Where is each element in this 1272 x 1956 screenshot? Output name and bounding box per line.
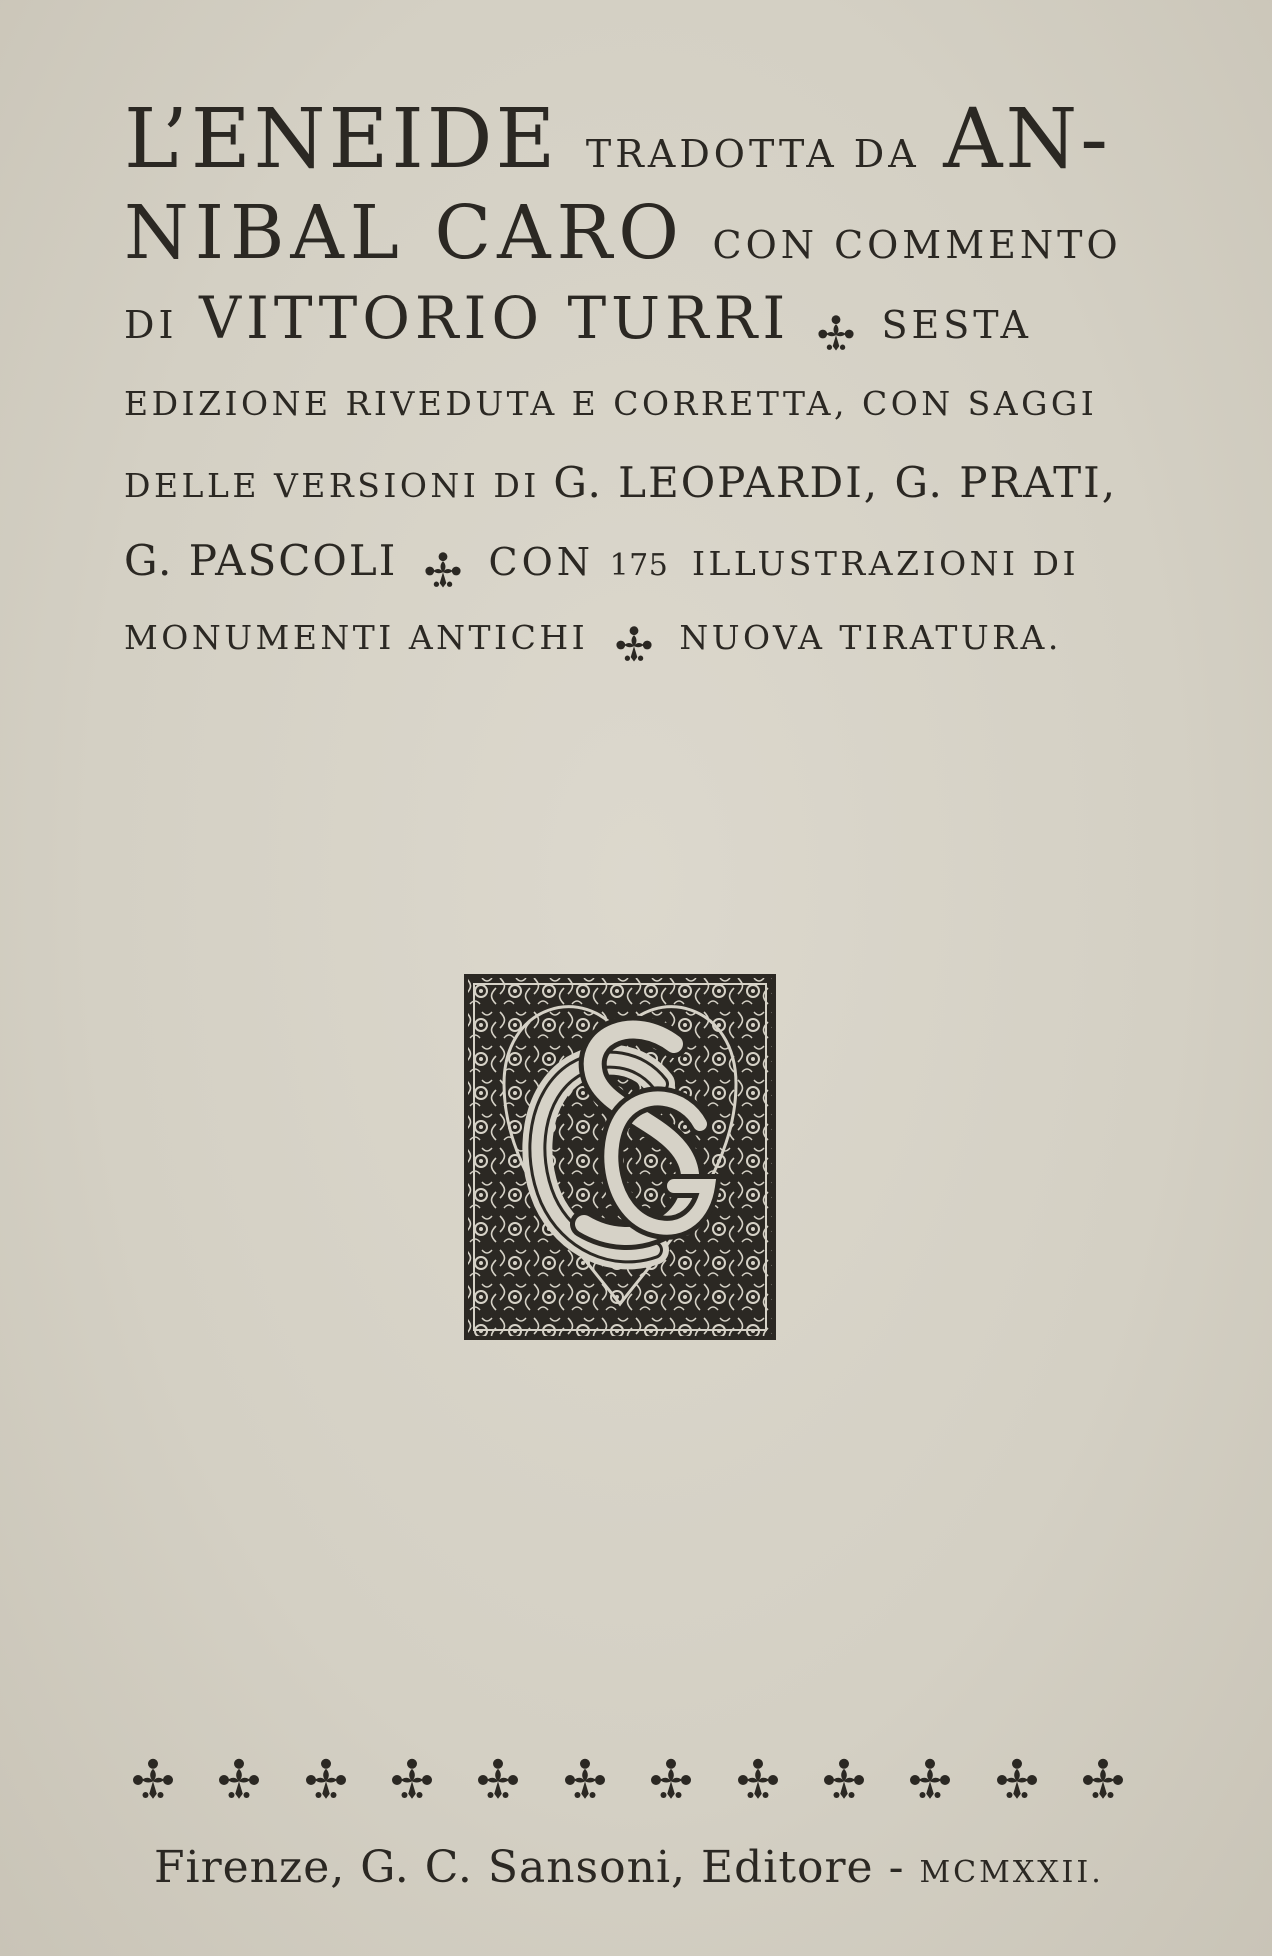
title-line-1: L’ENEIDE TRADOTTA DA AN- [124, 92, 1111, 187]
fleuron-icon [301, 1755, 351, 1805]
fleuron-icon [1078, 1755, 1128, 1805]
title-line-5: DELLE VERSIONI DI G. LEOPARDI, G. PRATI, [124, 458, 1118, 507]
title-line-4 [124, 384, 1097, 423]
fleuron-icon [421, 549, 465, 593]
fleuron-icon [819, 1755, 869, 1805]
fleuron-icon [128, 1755, 178, 1805]
title-line-6: G. PASCOLI CON 175 ILLUSTRAZIONI DI [124, 536, 1079, 593]
fleuron-icon [733, 1755, 783, 1805]
fleuron-icon [560, 1755, 610, 1805]
publication-year: MCMXXII. [919, 1855, 1104, 1890]
edition-statement: EDIZIONE RIVEDUTA E CORRETTA, CON SAGGI [124, 384, 1098, 423]
title-line-7: MONUMENTI ANTICHI NUOVA TIRATURA. [124, 618, 1062, 667]
title-line-2: NIBAL CARO CON COMMENTO [124, 190, 1122, 276]
fleuron-icon [473, 1755, 523, 1805]
fleuron-icon [646, 1755, 696, 1805]
fleuron-rule [128, 1752, 1128, 1808]
imprint-text: Firenze, G. C. Sansoni, Editore - [154, 1842, 905, 1893]
fleuron-icon [612, 623, 656, 667]
commentator-name: VITTORIO TURRI [199, 284, 791, 352]
work-title: L’ENEIDE [124, 92, 559, 187]
title-line-3: DI VITTORIO TURRI SESTA [124, 284, 1032, 356]
fleuron-icon [214, 1755, 264, 1805]
fleuron-icon [905, 1755, 955, 1805]
fleuron-icon [814, 312, 858, 356]
translator-name: NIBAL CARO [124, 190, 685, 276]
publisher-imprint [154, 1842, 1104, 1893]
fleuron-icon [992, 1755, 1042, 1805]
publisher-monogram-icon [464, 974, 776, 1340]
fleuron-icon [387, 1755, 437, 1805]
